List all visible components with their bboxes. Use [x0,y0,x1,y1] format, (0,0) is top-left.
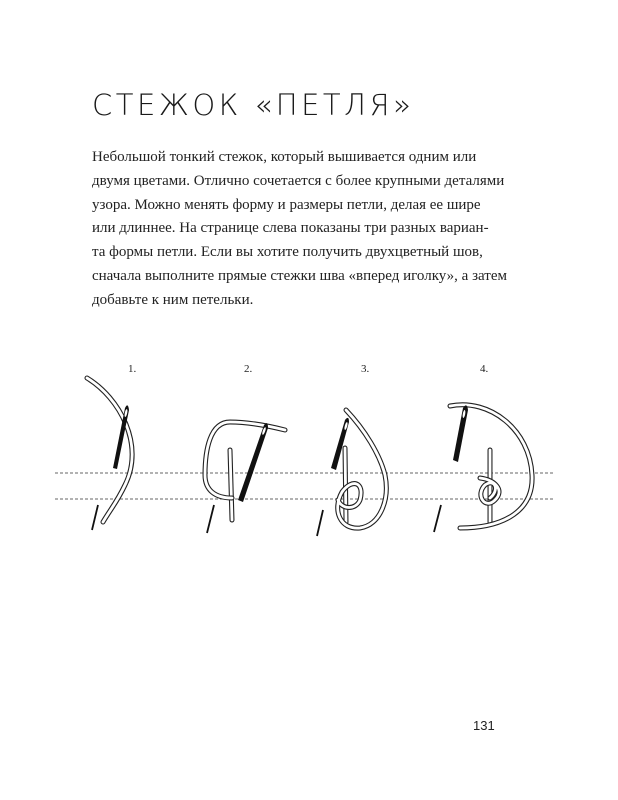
stitch-step-2 [205,422,285,533]
body-paragraph [92,146,532,313]
body-line: та формы петли. Если вы хотите получить двухцветный шов, [92,244,483,261]
step-label: 1. [128,363,137,375]
stitch-step-4 [434,405,532,532]
body-line: или длиннее. На странице слева показаны три разных вариан- [92,220,489,237]
step-label: 2. [244,363,253,375]
needle-icon [238,423,268,502]
needle-icon [453,405,468,462]
stitch-step-1 [87,378,132,530]
page-title: СТЕЖОК «ПЕТЛЯ» [92,88,415,122]
body-line: узора. Можно менять форму и размеры петли, делая ее шире [92,196,481,213]
body-line: двумя цветами. Отлично сочетается с более крупными деталями [92,172,505,189]
body-line: Небольшой тонкий стежок, который вышивается одним или [92,149,477,165]
step-label: 4. [480,363,489,375]
body-line: сначала выполните прямые стежки шва «вперед иголку», а затем [92,267,507,284]
step-label: 3. [361,363,370,375]
page-number: 131 [473,718,495,733]
stitch-diagram [0,350,618,580]
body-line: добавьте к ним петельки. [92,291,254,308]
